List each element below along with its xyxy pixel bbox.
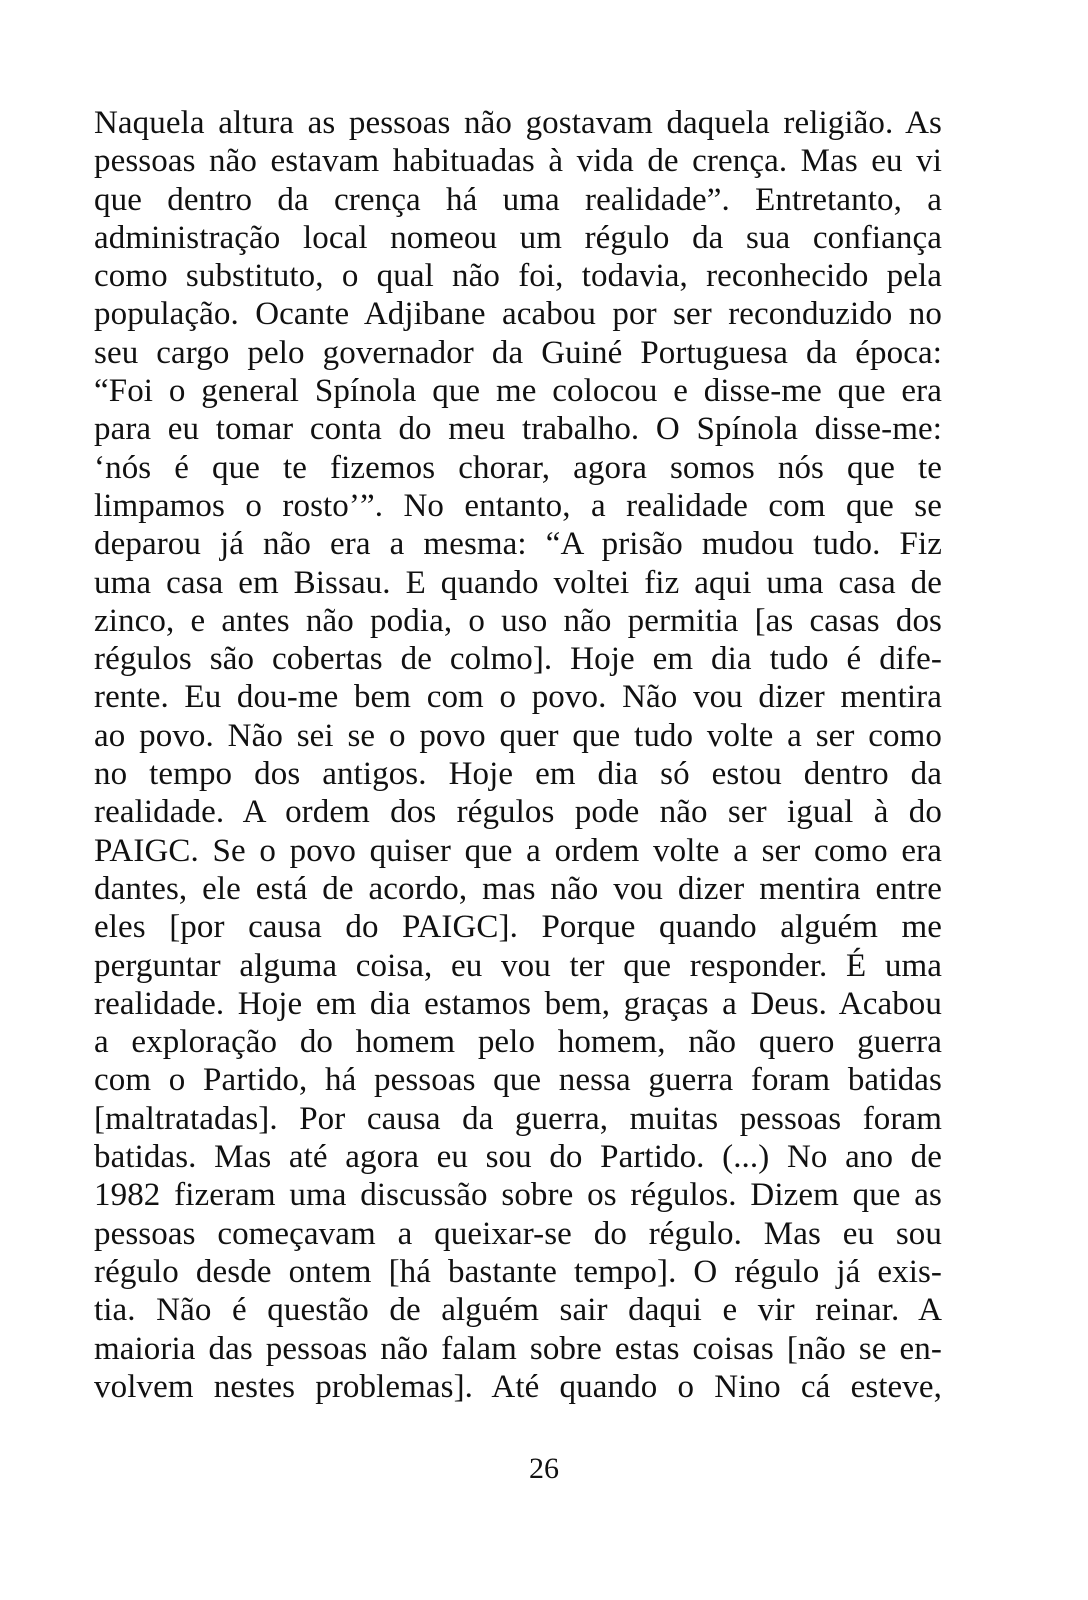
text-line: régulos são cobertas de colmo]. Hoje em dia tudo é dife- <box>94 641 942 678</box>
text-line: 1982 fizeram uma discussão sobre os régulos. Dizem que as <box>94 1177 942 1214</box>
text-line: no tempo dos antigos. Hoje em dia só estou dentro da <box>94 756 942 793</box>
text-line: eles [por causa do PAIGC]. Porque quando alguém me <box>94 909 942 946</box>
text-line: limpamos o rosto’”. No entanto, a realidade com que se <box>94 487 942 524</box>
text-line: volvem nestes problemas]. Até quando o Nino cá esteve, <box>94 1368 942 1405</box>
text-line: zinco, e antes não podia, o uso não permitia [as casas dos <box>94 602 942 639</box>
text-line: ao povo. Não sei se o povo quer que tudo volte a ser como <box>94 717 942 754</box>
text-line: com o Partido, há pessoas que nessa guerra foram batidas <box>94 1062 942 1099</box>
text-line: Naquela altura as pessoas não gostavam daquela religião. As <box>94 105 942 141</box>
text-line: [maltratadas]. Por causa da guerra, muitas pessoas foram <box>94 1100 942 1137</box>
text-line: uma casa em Bissau. E quando voltei fiz aqui uma casa de <box>94 564 942 601</box>
text-line: “Foi o general Spínola que me colocou e disse-me que era <box>94 373 942 410</box>
text-line: deparou já não era a mesma: “A prisão mudou tudo. Fiz <box>94 526 942 563</box>
text-line: para eu tomar conta do meu trabalho. O Spínola disse-me: <box>94 411 942 448</box>
text-line: dantes, ele está de acordo, mas não vou dizer mentira entre <box>94 870 942 907</box>
text-line: seu cargo pelo governador da Guiné Portuguesa da época: <box>94 334 942 371</box>
text-line: população. Ocante Adjibane acabou por ser reconduzido no <box>94 296 942 333</box>
text-line: maioria das pessoas não falam sobre estas coisas [não se en- <box>94 1330 942 1367</box>
text-line: como substituto, o qual não foi, todavia, reconhecido pela <box>94 258 942 295</box>
text-line: PAIGC. Se o povo quiser que a ordem volte a ser como era <box>94 832 942 869</box>
text-line: administração local nomeou um régulo da sua confiança <box>94 219 942 256</box>
text-line: ‘nós é que te fizemos chorar, agora somos nós que te <box>94 449 942 486</box>
body-text <box>94 104 942 1406</box>
text-line: batidas. Mas até agora eu sou do Partido. (...) No ano de <box>94 1139 942 1176</box>
text-line: a exploração do homem pelo homem, não quero guerra <box>94 1024 942 1061</box>
text-line: rente. Eu dou-me bem com o povo. Não vou dizer mentira <box>94 679 942 716</box>
text-line: pessoas começavam a queixar-se do régulo. Mas eu sou <box>94 1215 942 1252</box>
text-line: que dentro da crença há uma realidade”. Entretanto, a <box>94 181 942 218</box>
text-line: pessoas não estavam habituadas à vida de crença. Mas eu vi <box>94 143 942 180</box>
text-line: régulo desde ontem [há bastante tempo]. O régulo já exis- <box>94 1253 942 1290</box>
text-line: realidade. A ordem dos régulos pode não ser igual à do <box>94 794 942 831</box>
page-number: 26 <box>529 1452 559 1485</box>
text-line: tia. Não é questão de alguém sair daqui e vir reinar. A <box>94 1292 942 1329</box>
text-line: perguntar alguma coisa, eu vou ter que responder. É uma <box>94 947 942 984</box>
text-line: realidade. Hoje em dia estamos bem, graças a Deus. Acabou <box>94 985 942 1022</box>
